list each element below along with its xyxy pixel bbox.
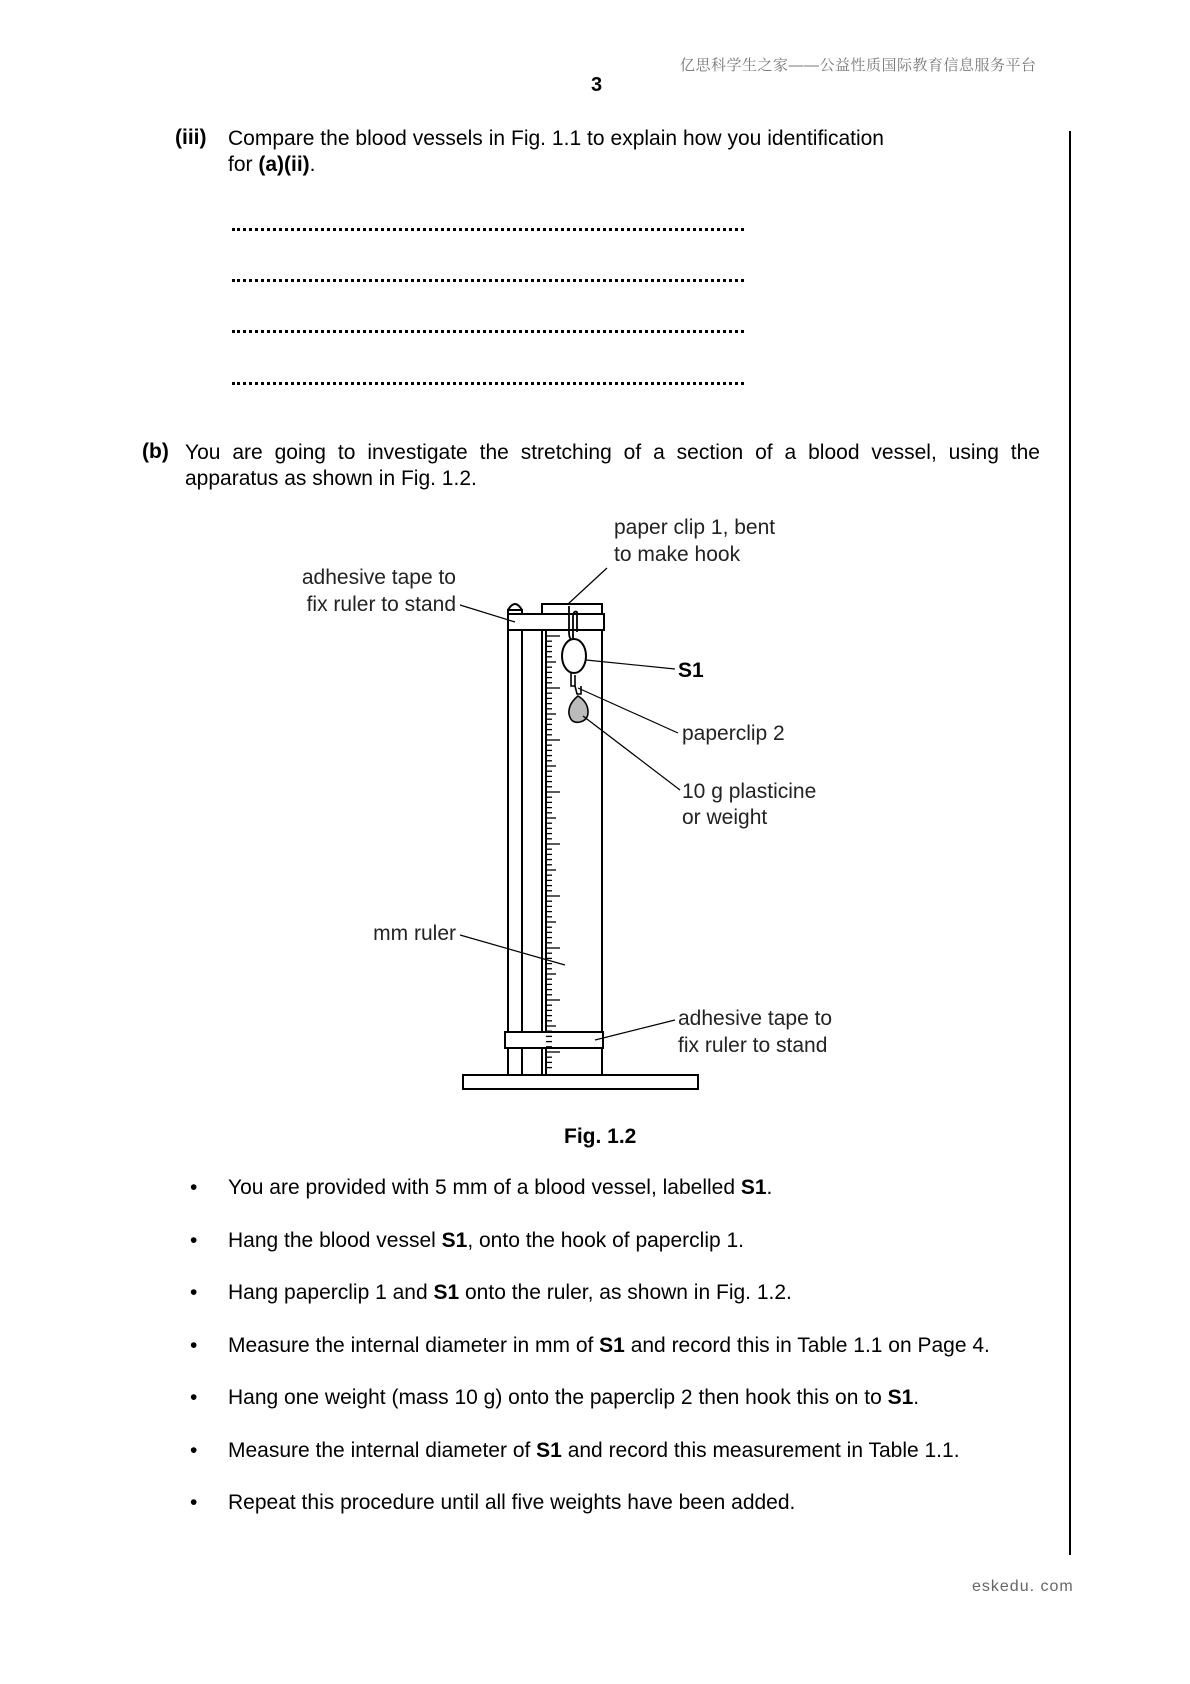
question-b-text: You are going to investigate the stretching of a section of a blood vessel, using the apparatus as shown in Fig. 1.2.: [185, 441, 1040, 490]
label-paperclip-2: paperclip 2: [682, 722, 785, 745]
list-item: • Hang one weight (mass 10 g) onto the paperclip 2 then hook this on to S1.: [190, 1386, 920, 1409]
instruction-list: [190, 1175, 990, 1543]
label-paper-clip-1-line2: to make hook: [614, 543, 741, 566]
label-s1: S1: [678, 659, 704, 682]
leader-tape-top: [460, 605, 515, 622]
header-watermark: 亿思科学生之家——公益性质国际教育信息服务平台: [680, 57, 1037, 74]
bullet-icon: •: [190, 1438, 198, 1462]
question-iii-text: Compare the blood vessels in Fig. 1.1 to explain how you identification for (a)(ii).: [228, 127, 884, 176]
label-tape-bottom-line2: fix ruler to stand: [678, 1034, 828, 1057]
top-tape: [508, 614, 604, 630]
footer-watermark: eskedu. com: [972, 1578, 1074, 1595]
question-b-label: (b): [142, 440, 169, 463]
list-item: • Measure the internal diameter of S1 and record this measurement in Table 1.1.: [190, 1438, 960, 1462]
figure-caption: Fig. 1.2: [564, 1125, 637, 1148]
stand-base: [463, 1075, 698, 1089]
stand-rod: [508, 610, 522, 1075]
bullet-icon: •: [190, 1491, 198, 1514]
bullet-icon: •: [190, 1386, 198, 1409]
list-item: • Hang the blood vessel S1, onto the hook of paperclip 1.: [190, 1228, 745, 1252]
list-item: • You are provided with 5 mm of a blood vessel, labelled S1.: [190, 1176, 773, 1199]
label-tape-bottom-line1: adhesive tape to: [678, 1007, 833, 1030]
bottom-tape: [505, 1032, 603, 1048]
label-tape-top-line2: fix ruler to stand: [306, 593, 456, 616]
bullet-icon: •: [190, 1176, 198, 1199]
bullet-icon: •: [190, 1281, 198, 1304]
leader-paper-clip-1: [568, 568, 607, 604]
list-item: • Repeat this procedure until all five weights have been added.: [190, 1491, 796, 1514]
page-number: 3: [591, 74, 603, 96]
label-plasticine-line2: or weight: [682, 806, 768, 829]
list-item: • Hang paperclip 1 and S1 onto the ruler, as shown in Fig. 1.2.: [190, 1281, 792, 1304]
label-mm-ruler: mm ruler: [373, 922, 456, 945]
mm-ruler: [542, 604, 602, 1075]
leader-tape-bottom: [595, 1020, 675, 1040]
bullet-icon: •: [190, 1333, 198, 1357]
label-tape-top-line1: adhesive tape to: [301, 566, 456, 589]
question-iii-label: (iii): [175, 126, 207, 149]
bullet-icon: •: [190, 1228, 198, 1252]
label-plasticine-line1: 10 g plasticine: [682, 780, 817, 803]
s1-vessel: [562, 639, 586, 673]
list-item: • Measure the internal diameter in mm of S1 and record this in Table 1.1 on Page 4.: [190, 1333, 990, 1357]
label-paper-clip-1-line1: paper clip 1, bent: [614, 516, 776, 539]
